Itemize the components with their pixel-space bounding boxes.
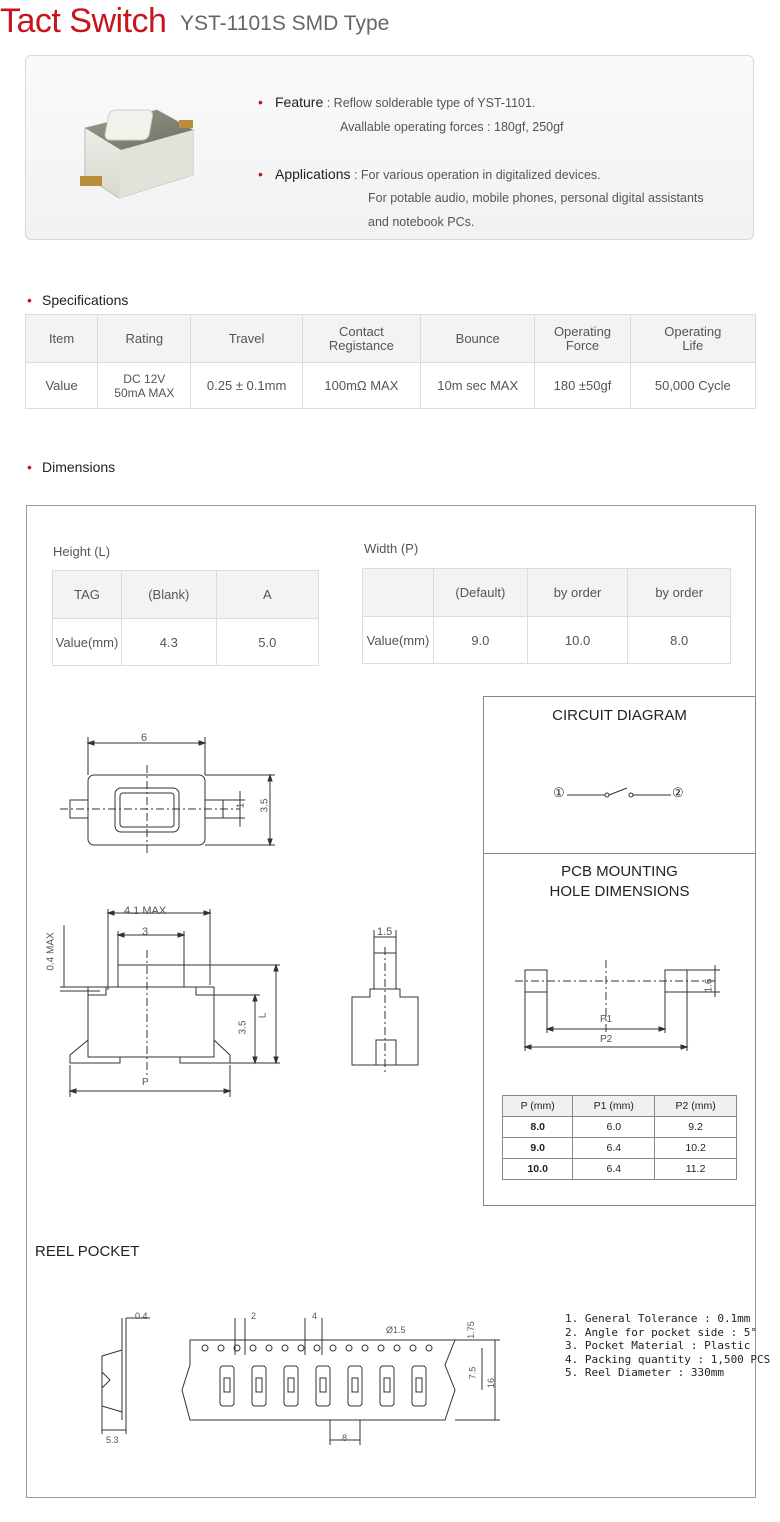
spec-header-cell: Contact Registance (302, 315, 420, 363)
end-view-drawing (352, 930, 418, 1075)
spec-value-cell: 180 ±50gf (535, 363, 630, 409)
tape-pocket-part (224, 1378, 230, 1392)
height-table (52, 570, 319, 666)
side-view-drawing (60, 909, 280, 1097)
spec-value-row (26, 363, 756, 409)
spec-value-cell: DC 12V 50mA MAX (98, 363, 191, 409)
height-header-cell: TAG (53, 571, 122, 619)
sprocket-hole (298, 1345, 304, 1351)
reel-pocket-drawing (90, 1310, 510, 1460)
page-title: Tact Switch (0, 2, 167, 40)
pcb-dim-p1: P1 (600, 1014, 613, 1025)
sprocket-hole (330, 1345, 336, 1351)
sprocket-hole (394, 1345, 400, 1351)
spec-value-cell: 50,000 Cycle (630, 363, 755, 409)
reel-note: 4. Packing quantity : 1,500 PCS (565, 1352, 771, 1366)
sprocket-hole (426, 1345, 432, 1351)
tape-pocket-part (320, 1378, 326, 1392)
feature-line-1: Reflow solderable type of YST-1101. (333, 96, 536, 110)
height-header-cell: A (216, 571, 318, 619)
dimensions-label: Dimensions (42, 459, 116, 475)
sprocket-hole (378, 1345, 384, 1351)
height-value-cell: 5.0 (216, 619, 318, 666)
reel-dim-hole: Ø1.5 (386, 1325, 406, 1335)
pcb-table-header-cell: P1 (mm) (573, 1096, 655, 1117)
sprocket-hole (346, 1345, 352, 1351)
reel-note: 1. General Tolerance : 0.1mm (565, 1312, 751, 1325)
width-value-cell: 9.0 (433, 617, 527, 664)
feature-separator: : (323, 96, 334, 110)
pcb-title-line-2: HOLE DIMENSIONS (549, 883, 690, 900)
sprocket-hole (266, 1345, 272, 1351)
reel-pocket-title: REEL POCKET (35, 1243, 140, 1260)
pcb-dimensions-table (502, 1095, 737, 1180)
reel-dim-04: 0.4 (135, 1311, 148, 1321)
spec-header-cell: Travel (191, 315, 302, 363)
dim-top-h1: 1 (235, 802, 247, 809)
specifications-label: Specifications (42, 292, 129, 308)
pcb-table-header-row (503, 1096, 737, 1117)
circuit-divider (483, 853, 756, 854)
feature-label: Feature (275, 94, 324, 110)
spec-header-cell: Operating Force (535, 315, 630, 363)
reel-section-view (102, 1318, 150, 1434)
width-header-cell: (Default) (433, 569, 527, 617)
pcb-table-cell: 10.0 (503, 1159, 573, 1180)
width-header-row (363, 569, 731, 617)
pcb-table-cell: 6.4 (573, 1159, 655, 1180)
switch-product-image (75, 90, 200, 200)
width-value-row (363, 617, 731, 664)
pcb-table-cell: 8.0 (503, 1117, 573, 1138)
dim-top-width: 6 (141, 732, 148, 744)
pcb-table-row (503, 1138, 737, 1159)
dim-top-h2: 3.5 (259, 798, 271, 813)
width-header-cell: by order (628, 569, 731, 617)
specifications-bullet: • (27, 292, 32, 308)
pcb-dim-p2: P2 (600, 1034, 613, 1045)
tape-pocket (348, 1366, 362, 1406)
circuit-diagram-title: CIRCUIT DIAGRAM (552, 707, 687, 724)
height-value-cell: 4.3 (121, 619, 216, 666)
page-subtitle: YST-1101S SMD Type (180, 12, 390, 35)
pcb-hole-drawing (515, 955, 725, 1060)
reel-note: 5. Reel Diameter : 330mm (565, 1366, 724, 1379)
dim-side-35: 3.5 (237, 1020, 249, 1035)
pcb-table-cell: 6.4 (573, 1138, 655, 1159)
applications-line-2: For potable audio, mobile phones, personal digital assistants (368, 191, 704, 205)
width-caption: Width (P) (364, 541, 419, 556)
height-value-cell: Value(mm) (53, 619, 122, 666)
pcb-table-header-cell: P (mm) (503, 1096, 573, 1117)
tape-pocket (252, 1366, 266, 1406)
reel-dim-175: 1.75 (465, 1321, 476, 1339)
height-header-row (53, 571, 319, 619)
reel-dim-16: 16 (486, 1377, 497, 1389)
feature-bullet: • (258, 94, 263, 110)
tape-pocket-part (288, 1378, 294, 1392)
reel-dim-4: 4 (312, 1311, 318, 1321)
width-table (362, 568, 731, 664)
sprocket-hole (202, 1345, 208, 1351)
dimensions-bullet: • (27, 459, 32, 475)
reel-dim-75: 7.5 (467, 1366, 478, 1380)
dim-side-max: 4.1 MAX (124, 905, 167, 917)
applications-line-3: and notebook PCs. (368, 215, 475, 229)
sprocket-hole (218, 1345, 224, 1351)
sprocket-hole (410, 1345, 416, 1351)
reel-dim-8: 8 (342, 1433, 348, 1443)
circuit-pin-2: ② (672, 785, 684, 800)
pcb-title-line-1: PCB MOUNTING (561, 863, 678, 880)
reel-note: 2. Angle for pocket side : 5° (565, 1325, 758, 1339)
dim-side-L: L (257, 1012, 269, 1019)
pcb-dim-16: 1.6 (703, 978, 715, 993)
spec-header-cell: Operating Life (630, 315, 755, 363)
spec-value-cell: 100mΩ MAX (302, 363, 420, 409)
height-caption: Height (L) (53, 544, 111, 559)
circuit-switch-symbol (565, 786, 675, 802)
pcb-table-row (503, 1117, 737, 1138)
circuit-pin-1: ① (553, 785, 565, 800)
height-header-cell: (Blank) (121, 571, 216, 619)
applications-label: Applications (275, 166, 351, 182)
top-view-drawing (60, 737, 275, 855)
sprocket-hole (282, 1345, 288, 1351)
spec-header-row (26, 315, 756, 363)
spec-header-cell: Rating (98, 315, 191, 363)
reel-dim-2: 2 (251, 1311, 257, 1321)
pcb-table-row (503, 1159, 737, 1180)
tape-pocket-part (416, 1378, 422, 1392)
spec-header-cell: Item (26, 315, 98, 363)
width-value-cell: Value(mm) (363, 617, 434, 664)
spec-value-cell: Value (26, 363, 98, 409)
spec-value-cell: 0.25 ± 0.1mm (191, 363, 302, 409)
sprocket-hole (250, 1345, 256, 1351)
pcb-table-cell: 9.0 (503, 1138, 573, 1159)
pcb-table-header-cell: P2 (mm) (655, 1096, 737, 1117)
sprocket-hole (362, 1345, 368, 1351)
dim-side-P: P (142, 1077, 149, 1088)
reel-notes (565, 1312, 770, 1380)
tape-pocket-part (256, 1378, 262, 1392)
tape-pocket-part (352, 1378, 358, 1392)
height-value-row (53, 619, 319, 666)
tape-pocket (220, 1366, 234, 1406)
applications-bullet: • (258, 166, 263, 182)
applications-separator: : (350, 168, 361, 182)
pcb-table-cell: 11.2 (655, 1159, 737, 1180)
mechanical-drawing (40, 725, 460, 1105)
sprocket-hole (314, 1345, 320, 1351)
tape-pocket (316, 1366, 330, 1406)
pcb-table-cell: 9.2 (655, 1117, 737, 1138)
feature-line-2: Avallable operating forces : 180gf, 250gf (340, 120, 564, 134)
specifications-table (25, 314, 756, 409)
dim-side-04: 0.4 MAX (45, 932, 57, 971)
dim-end-15: 1.5 (377, 926, 393, 938)
reel-note: 3. Pocket Material : Plastic (565, 1339, 751, 1352)
reel-sprocket-holes (202, 1345, 432, 1351)
width-value-cell: 8.0 (628, 617, 731, 664)
tape-pocket-part (384, 1378, 390, 1392)
width-header-cell (363, 569, 434, 617)
tape-pocket (284, 1366, 298, 1406)
reel-pockets (220, 1366, 426, 1406)
reel-dim-53: 5.3 (106, 1435, 119, 1445)
spec-header-cell: Bounce (421, 315, 535, 363)
dim-side-3: 3 (142, 926, 149, 938)
tape-pocket (412, 1366, 426, 1406)
pcb-table-cell: 6.0 (573, 1117, 655, 1138)
pcb-table-cell: 10.2 (655, 1138, 737, 1159)
width-value-cell: 10.0 (527, 617, 628, 664)
width-header-cell: by order (527, 569, 628, 617)
tape-pocket (380, 1366, 394, 1406)
applications-line-1: For various operation in digitalized devices. (360, 168, 601, 182)
spec-value-cell: 10m sec MAX (421, 363, 535, 409)
